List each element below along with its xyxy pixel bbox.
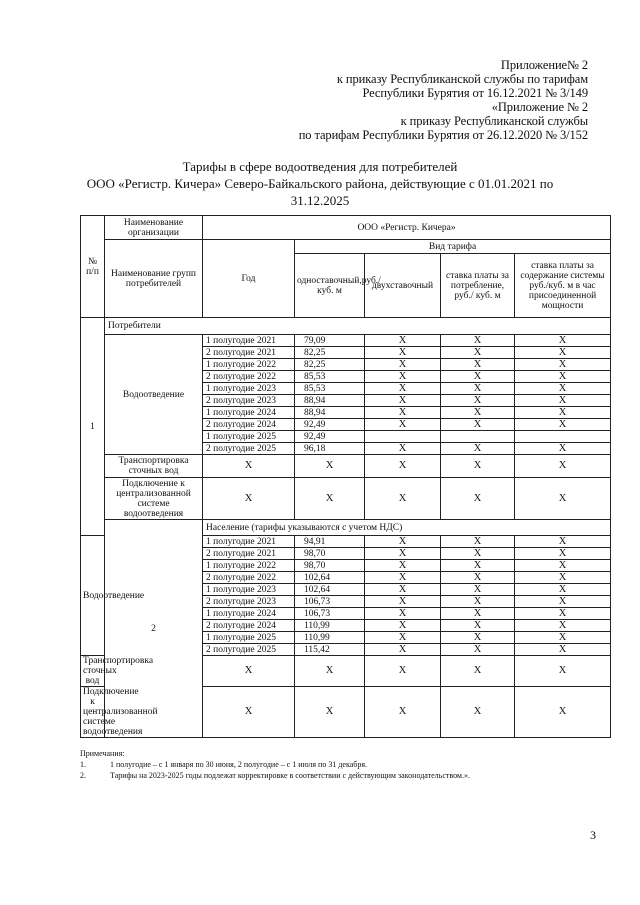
connection-row — [81, 478, 611, 520]
double-rate: X — [365, 584, 441, 596]
title-line: Тарифы в сфере водоотведения для потребителей — [182, 159, 458, 174]
col-header-org-name: Наименование организации — [105, 216, 203, 240]
consumption-rate: X — [441, 419, 515, 431]
period: 2 полугодие 2024 — [203, 419, 295, 431]
year-value: X — [203, 478, 295, 520]
single-rate: 110,99 — [295, 632, 365, 644]
section-title: Потребители — [105, 318, 611, 335]
note-text: 1 полугодие – с 1 января по 30 июня, 2 полугодие – с 1 июля по 31 декабря. — [110, 760, 368, 769]
table-row — [81, 335, 611, 347]
consumption-rate: X — [441, 572, 515, 584]
col-header-num: № п/п — [81, 216, 105, 318]
capacity-rate: X — [515, 371, 611, 383]
header-line: Республики Бурятия от 16.12.2021 № 3/149 — [362, 86, 588, 100]
double-rate: X — [365, 572, 441, 584]
double-rate: X — [365, 644, 441, 656]
consumption-rate: X — [441, 608, 515, 620]
consumption-rate: X — [441, 620, 515, 632]
double-rate: X — [365, 656, 441, 687]
single-rate: 88,94 — [295, 407, 365, 419]
double-rate: X — [365, 371, 441, 383]
capacity-rate: X — [515, 359, 611, 371]
col-header-single-rate: одноставочный,руб./ куб. м — [295, 254, 365, 318]
consumption-rate: X — [441, 548, 515, 560]
org-name: ООО «Регистр. Кичера» — [203, 216, 611, 240]
period: 2 полугодие 2021 — [203, 347, 295, 359]
capacity-rate: X — [515, 560, 611, 572]
title-line: ООО «Регистр. Кичера» Северо-Байкальского района, действующие с 01.01.2021 по — [86, 176, 554, 191]
transport-row — [81, 455, 611, 478]
capacity-rate: X — [515, 620, 611, 632]
page-number: 3 — [590, 828, 596, 842]
single-rate: 88,94 — [295, 395, 365, 407]
capacity-rate: X — [515, 572, 611, 584]
tariff-table — [80, 215, 611, 738]
header-line: Приложение№ 2 — [500, 58, 588, 72]
double-rate: X — [365, 560, 441, 572]
consumption-rate: X — [441, 383, 515, 395]
period: 1 полугодие 2025 — [203, 632, 295, 644]
capacity-rate: X — [515, 596, 611, 608]
consumption-rate: X — [441, 335, 515, 347]
note-item — [80, 759, 470, 770]
note-number: 2. — [80, 771, 86, 780]
period: 1 полугодие 2023 — [203, 383, 295, 395]
capacity-rate: X — [515, 536, 611, 548]
col-header-consumption-rate: ставка платы за потребление, руб./ куб. м — [441, 254, 515, 318]
period: 1 полугодие 2021 — [203, 536, 295, 548]
col-header-capacity-rate: ставка платы за содержание системы руб./куб. м в час присоединенной мощности — [515, 254, 611, 318]
consumption-rate: X — [441, 596, 515, 608]
period: 2 полугодие 2025 — [203, 443, 295, 455]
capacity-rate: X — [515, 455, 611, 478]
double-rate: X — [365, 608, 441, 620]
single-rate: X — [295, 455, 365, 478]
consumption-rate: X — [441, 347, 515, 359]
double-rate: X — [365, 548, 441, 560]
single-rate: 82,25 — [295, 347, 365, 359]
capacity-rate: X — [515, 584, 611, 596]
consumption-rate: X — [441, 584, 515, 596]
group-label: Водоотведение — [81, 536, 105, 656]
double-rate: X — [365, 478, 441, 520]
period: 2 полугодие 2022 — [203, 371, 295, 383]
capacity-rate: X — [515, 383, 611, 395]
year-value: X — [203, 656, 295, 687]
capacity-rate: X — [515, 478, 611, 520]
capacity-rate: X — [515, 656, 611, 687]
col-header-group: Наименование групп потребителей — [105, 240, 203, 318]
capacity-rate: X — [515, 644, 611, 656]
single-rate: 85,53 — [295, 383, 365, 395]
note-item — [80, 770, 470, 781]
capacity-rate: X — [515, 632, 611, 644]
single-rate: 102,64 — [295, 584, 365, 596]
title-line: 31.12.2025 — [290, 193, 350, 208]
capacity-rate: X — [515, 407, 611, 419]
consumption-rate: X — [441, 644, 515, 656]
double-rate — [365, 431, 441, 443]
single-rate: 98,70 — [295, 560, 365, 572]
group-label: Водоотведение — [105, 335, 203, 455]
consumption-rate: X — [441, 632, 515, 644]
consumption-rate — [441, 431, 515, 443]
single-rate: 94,91 — [295, 536, 365, 548]
header-line: к приказу Республиканской службы — [400, 114, 588, 128]
note-text: Тарифы на 2023-2025 годы подлежат корректировке в соответствии с действующим законодательством.». — [110, 771, 470, 780]
single-rate: X — [295, 656, 365, 687]
single-rate: 98,70 — [295, 548, 365, 560]
period: 1 полугодие 2025 — [203, 431, 295, 443]
note-number: 1. — [80, 760, 86, 769]
consumption-rate: X — [441, 656, 515, 687]
period: 2 полугодие 2025 — [203, 644, 295, 656]
consumption-rate: X — [441, 478, 515, 520]
period: 1 полугодие 2021 — [203, 335, 295, 347]
double-rate: X — [365, 335, 441, 347]
consumption-rate: X — [441, 455, 515, 478]
section-title: Население (тарифы указываются с учетом НДС) — [203, 520, 611, 536]
col-header-tariff-type: Вид тарифа — [295, 240, 611, 254]
header-line: «Приложение № 2 — [491, 100, 588, 114]
period: 2 полугодие 2023 — [203, 395, 295, 407]
period: 1 полугодие 2022 — [203, 359, 295, 371]
double-rate: X — [365, 395, 441, 407]
single-rate: 110,99 — [295, 620, 365, 632]
double-rate: X — [365, 455, 441, 478]
single-rate: 92,49 — [295, 431, 365, 443]
double-rate: X — [365, 632, 441, 644]
capacity-rate: X — [515, 347, 611, 359]
period: 2 полугодие 2024 — [203, 620, 295, 632]
consumption-rate: X — [441, 687, 515, 738]
double-rate: X — [365, 419, 441, 431]
period: 2 полугодие 2021 — [203, 548, 295, 560]
notes-title: Примечания: — [80, 749, 125, 758]
period: 1 полугодие 2024 — [203, 608, 295, 620]
single-rate: 115,42 — [295, 644, 365, 656]
capacity-rate: X — [515, 419, 611, 431]
header-line: по тарифам Республики Бурятия от 26.12.2020 № 3/152 — [298, 128, 588, 142]
capacity-rate — [515, 431, 611, 443]
period: 2 полугодие 2023 — [203, 596, 295, 608]
double-rate: X — [365, 359, 441, 371]
consumption-rate: X — [441, 443, 515, 455]
capacity-rate: X — [515, 687, 611, 738]
capacity-rate: X — [515, 548, 611, 560]
single-rate: 82,25 — [295, 359, 365, 371]
capacity-rate: X — [515, 335, 611, 347]
single-rate: 106,73 — [295, 608, 365, 620]
year-value: X — [203, 687, 295, 738]
single-rate: 85,53 — [295, 371, 365, 383]
consumption-rate: X — [441, 536, 515, 548]
single-rate: X — [295, 478, 365, 520]
consumption-rate: X — [441, 560, 515, 572]
consumption-rate: X — [441, 359, 515, 371]
consumption-rate: X — [441, 371, 515, 383]
document-title — [86, 158, 554, 209]
connection-label: Подключение к централизованной системе водоотведения — [105, 478, 203, 520]
double-rate: X — [365, 383, 441, 395]
capacity-rate: X — [515, 608, 611, 620]
single-rate: 79,09 — [295, 335, 365, 347]
section-num: 2 — [105, 520, 203, 738]
capacity-rate: X — [515, 395, 611, 407]
period: 1 полугодие 2023 — [203, 584, 295, 596]
single-rate: 106,73 — [295, 596, 365, 608]
col-header-year: Год — [203, 240, 295, 318]
period: 1 полугодие 2024 — [203, 407, 295, 419]
double-rate: X — [365, 407, 441, 419]
double-rate: X — [365, 347, 441, 359]
transport-label: Транспортировка сточных вод — [105, 455, 203, 478]
single-rate: 96,18 — [295, 443, 365, 455]
consumption-rate: X — [441, 407, 515, 419]
connection-label: Подключение к централизованной системе водоотведения — [81, 687, 105, 738]
period: 1 полугодие 2022 — [203, 560, 295, 572]
consumption-rate: X — [441, 395, 515, 407]
header-line: к приказу Республиканской службы по тарифам — [336, 72, 588, 86]
capacity-rate: X — [515, 443, 611, 455]
double-rate: X — [365, 443, 441, 455]
period: 2 полугодие 2022 — [203, 572, 295, 584]
notes — [80, 748, 470, 781]
transport-label: Транспортировка сточных вод — [81, 656, 105, 687]
double-rate: X — [365, 536, 441, 548]
col-header-double-rate: двухставочный — [365, 254, 441, 318]
double-rate: X — [365, 620, 441, 632]
single-rate: 92,49 — [295, 419, 365, 431]
double-rate: X — [365, 596, 441, 608]
single-rate: 102,64 — [295, 572, 365, 584]
year-value: X — [203, 455, 295, 478]
section-num: 1 — [81, 318, 105, 536]
double-rate: X — [365, 687, 441, 738]
single-rate: X — [295, 687, 365, 738]
